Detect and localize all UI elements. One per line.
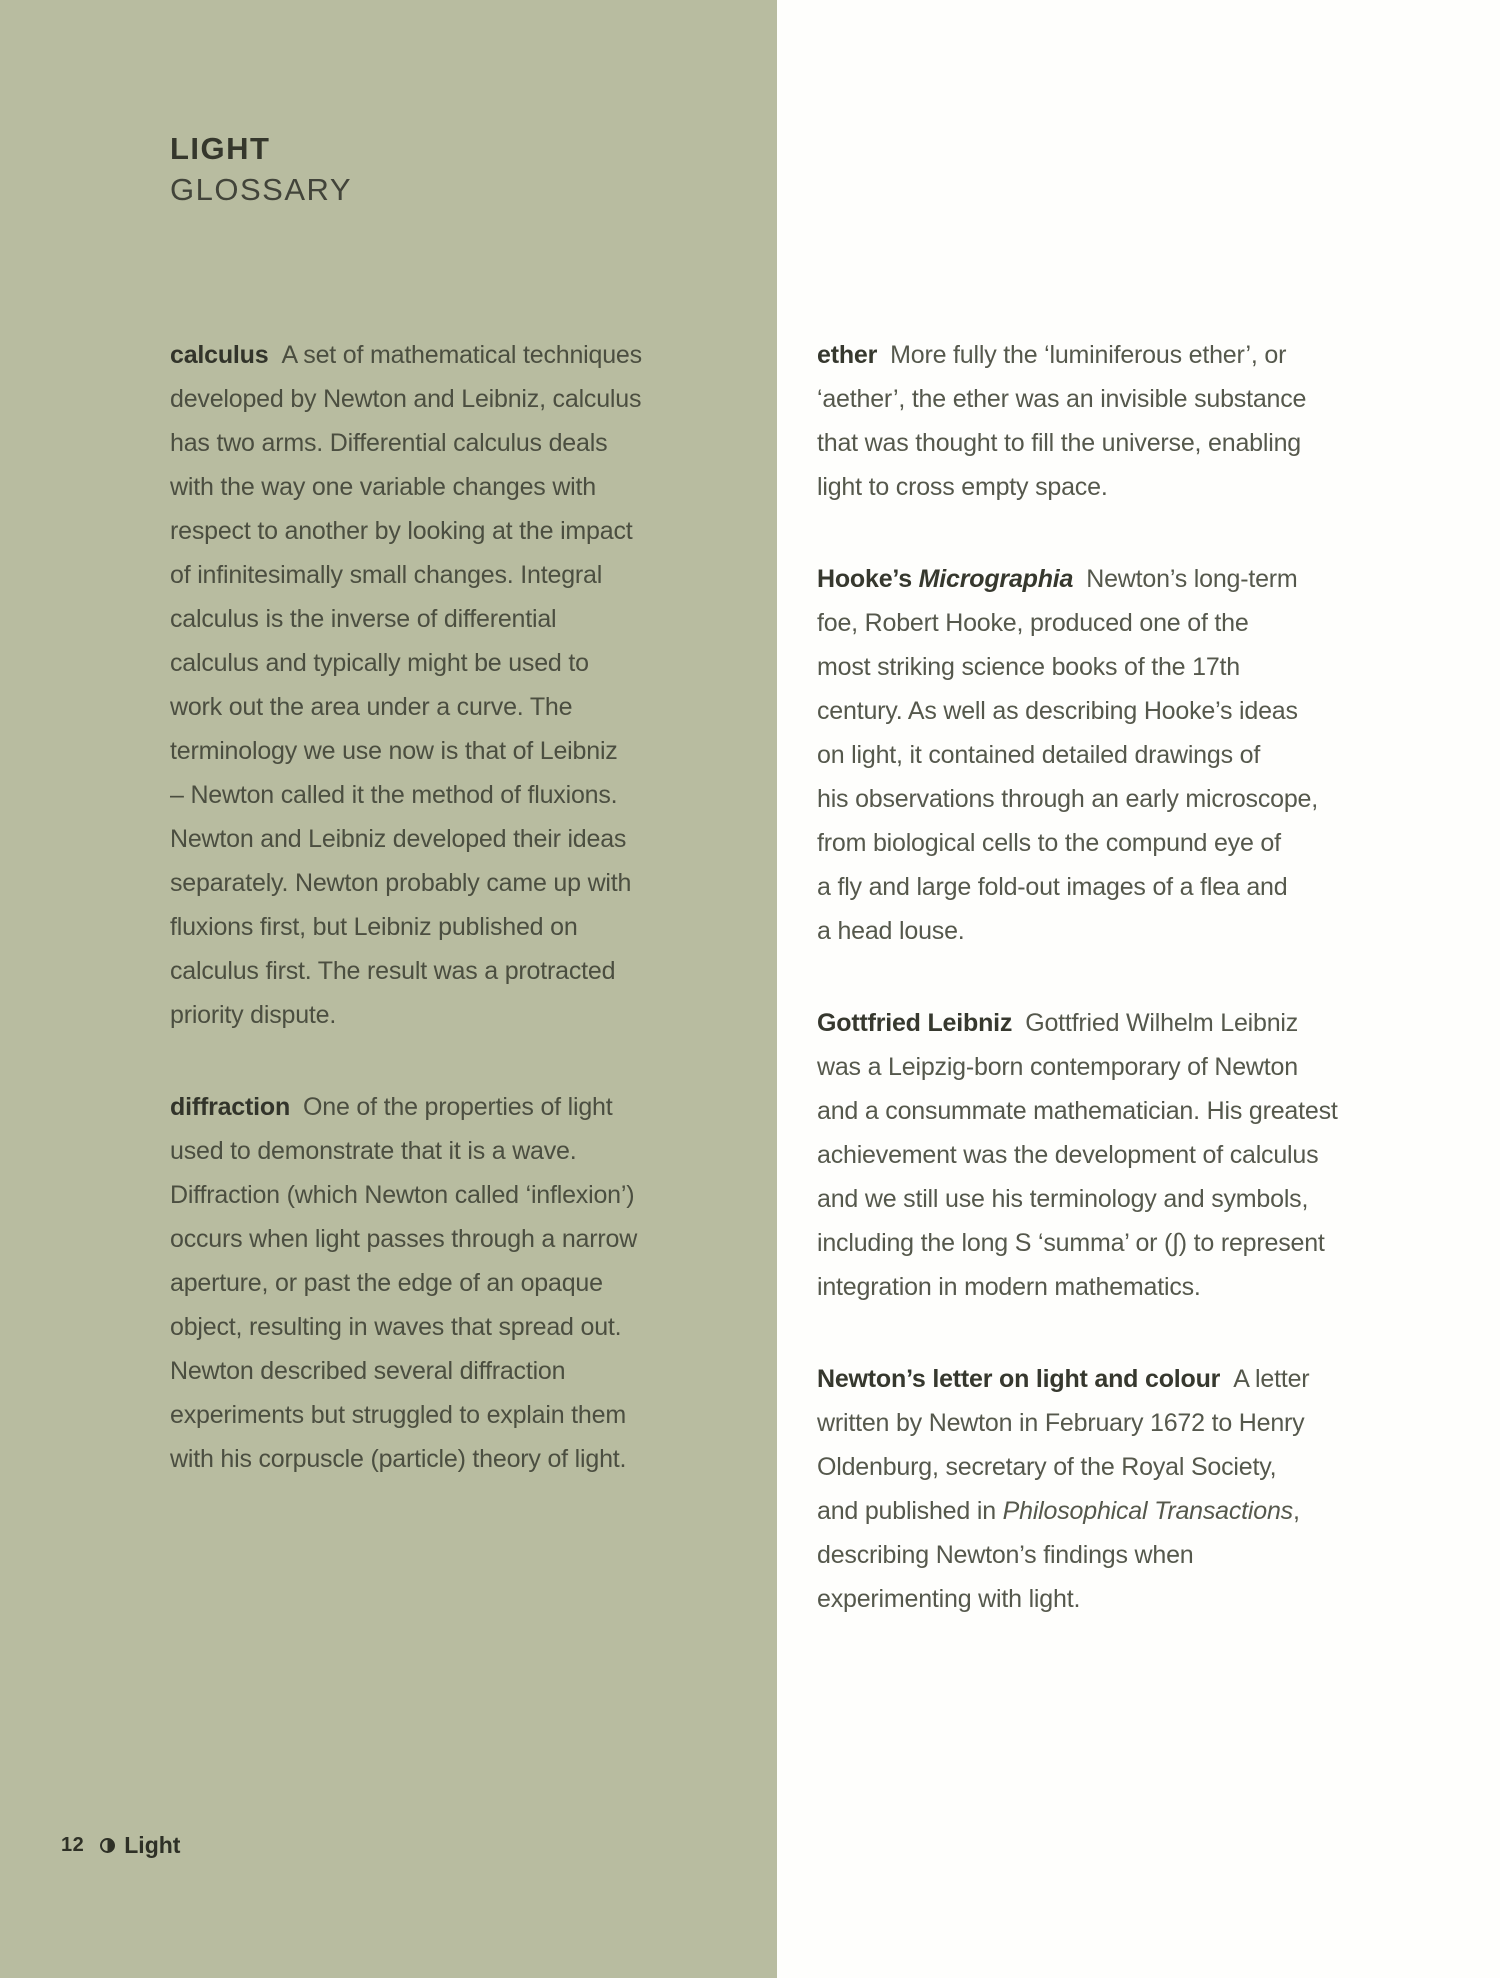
half-circle-icon (100, 1838, 115, 1853)
glossary-right-column (817, 333, 1457, 1669)
page-title: LIGHT (170, 131, 271, 166)
book-title: Light (124, 1832, 181, 1858)
glossary-entry-diffraction: diffraction One of the properties of light used to demonstrate that it is a wave. Diffraction (which Newton called ‘inflexion’) occurs when light passes through a narrow aperture, or past the edge of an opaque object, resulting in waves that spread out. Newton described several diffraction experiments but struggled to explain them with his corpuscle (particle) theory of light. (170, 1093, 638, 1473)
entry-term: Hooke’s Micrographia (817, 565, 1074, 593)
page-subtitle: GLOSSARY (170, 172, 353, 207)
entry-term: Newton’s letter on light and colour (817, 1365, 1221, 1393)
glossary-entry-gottfried-leibniz: Gottfried Leibniz Gottfried Wilhelm Leibniz was a Leipzig-born contemporary of Newton and a consummate mathematician. His greatest achievement was the development of calculus and we still use his terminology and symbols, including the long S ‘summa’ or (∫) to represent integration in modern mathematics. (817, 1009, 1338, 1301)
glossary-entry-newtons-letter: Newton’s letter on light and colour A letter written by Newton in February 1672 to Henry Oldenburg, secretary of the Royal Society, and published in Philosophical Transactions, describing Newton’s findings when experimenting with light. (817, 1365, 1310, 1613)
entry-term: Gottfried Leibniz (817, 1009, 1013, 1037)
glossary-entry-calculus: calculus A set of mathematical techniques developed by Newton and Leibniz, calculus has two arms. Differential calculus deals with the way one variable changes with respect to another by looking at the impact of infinitesimally small changes. Integral calculus is the inverse of differential calculus and typically might be used to work out the area under a curve. The terminology we use now is that of Leibniz – Newton called it the method of fluxions. Newton and Leibniz developed their ideas separately. Newton probably came up with fluxions first, but Leibniz published on calculus first. The result was a protracted priority dispute. (170, 341, 642, 1029)
glossary-left-column (170, 333, 777, 1529)
entry-term: ether (817, 341, 878, 369)
glossary-entry-hookes-micrographia: Hooke’s Micrographia Newton’s long-term foe, Robert Hooke, produced one of the most striking science books of the 17th century. As well as describing Hooke’s ideas on light, it contained detailed drawings of his observations through an early microscope, from biological cells to the compund eye of a fly and large fold-out images of a flea and a head louse. (817, 565, 1318, 945)
page-header (170, 128, 352, 210)
entry-term: calculus (170, 341, 269, 369)
page-number: 12 (61, 1834, 85, 1856)
entry-term: diffraction (170, 1093, 291, 1121)
page-footer (61, 1832, 180, 1859)
glossary-entry-ether: ether More fully the ‘luminiferous ether’, or ‘aether’, the ether was an invisible substance that was thought to fill the universe, enabling light to cross empty space. (817, 341, 1307, 501)
